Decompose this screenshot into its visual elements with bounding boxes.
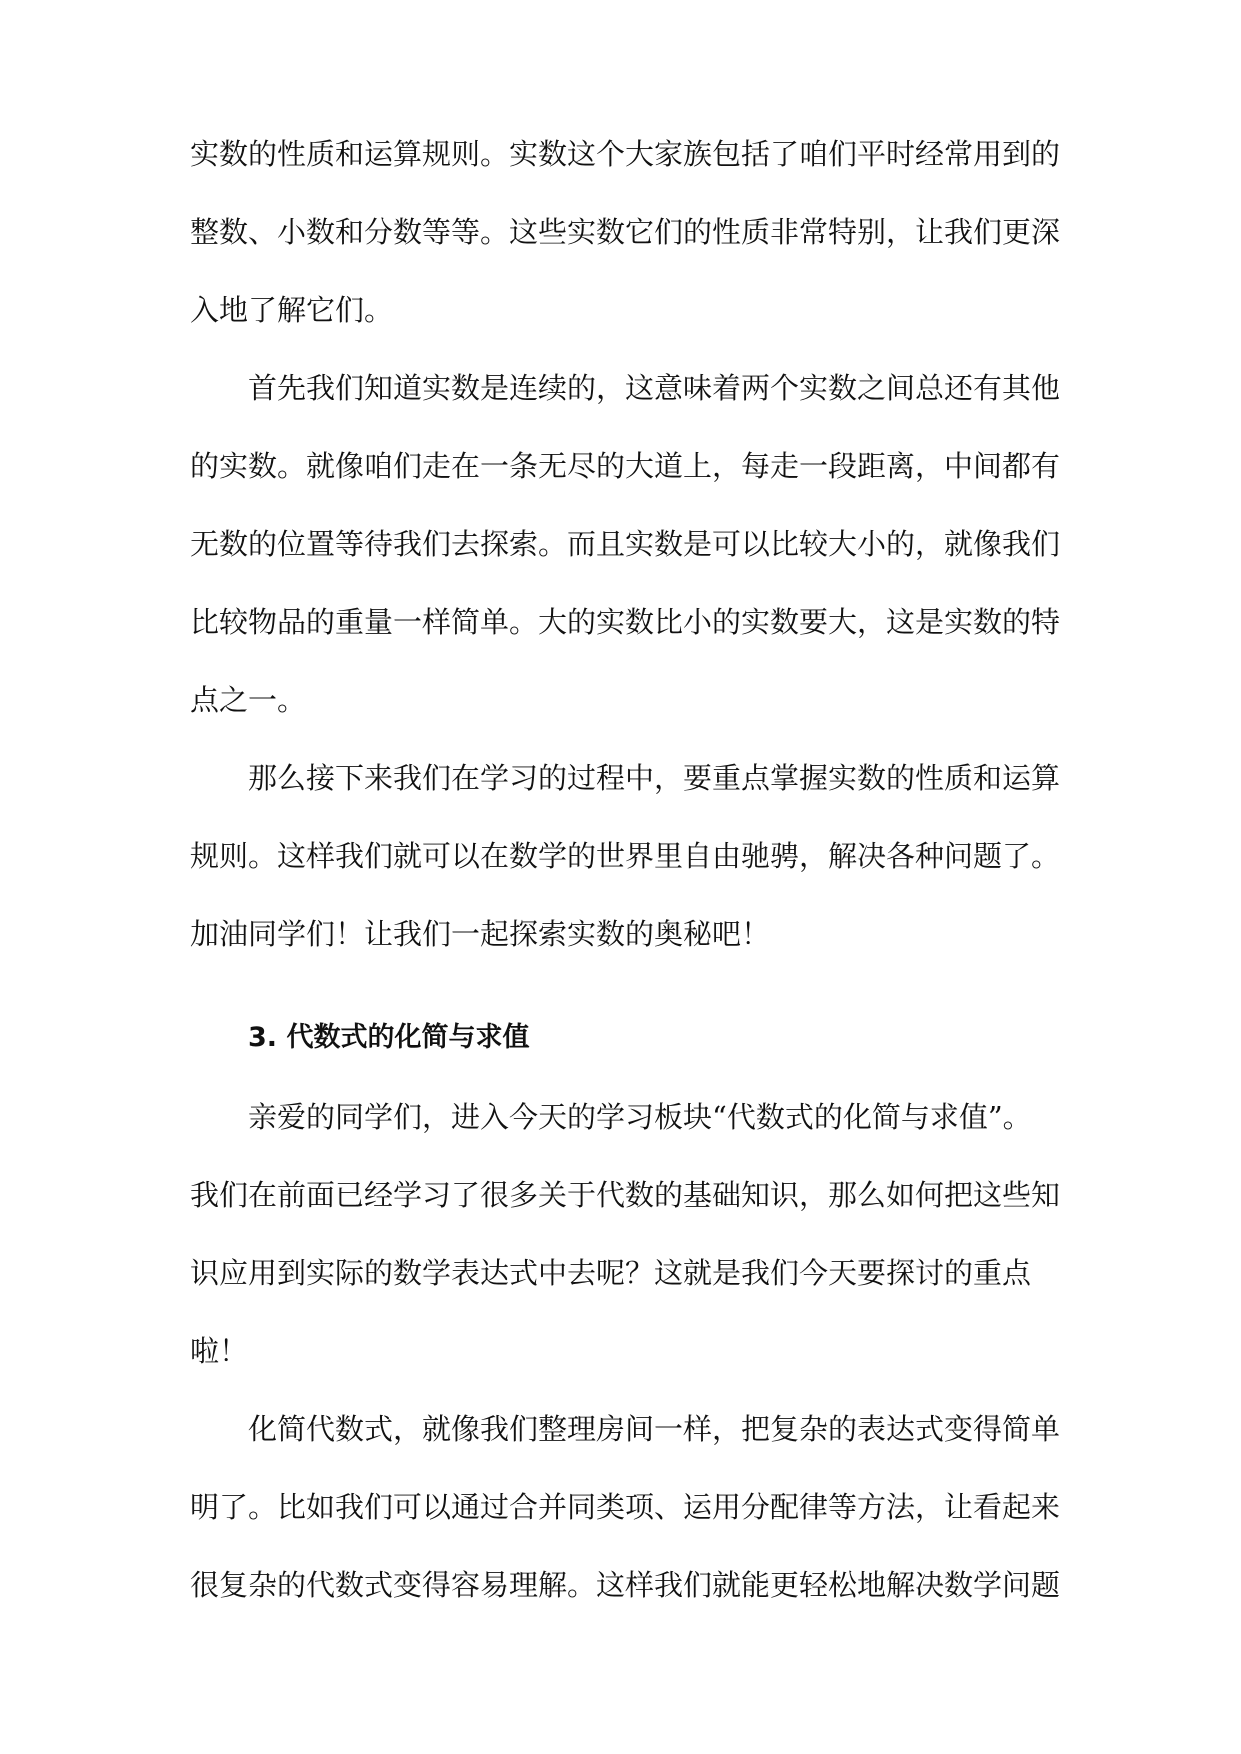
paragraph-2-line-5: 点之一。 [190,683,307,717]
paragraph-5-line-2: 明了。比如我们可以通过合并同类项、运用分配律等方法，让看起来 [190,1490,1061,1524]
paragraph-3-line-3: 加油同学们！让我们一起探索实数的奥秘吧！ [190,917,771,951]
paragraph-1-line-1: 实数的性质和运算规则。实数这个大家族包括了咱们平时经常用到的 [190,137,1061,171]
paragraph-3-line-1: 那么接下来我们在学习的过程中，要重点掌握实数的性质和运算 [248,761,1061,795]
paragraph-4-line-1: 亲爱的同学们，进入今天的学习板块“代数式的化简与求值”。 [248,1100,1032,1134]
paragraph-3-line-2: 规则。这样我们就可以在数学的世界里自由驰骋，解决各种问题了。 [190,839,1061,873]
paragraph-1-line-3: 入地了解它们。 [190,293,394,327]
paragraph-5-line-3: 很复杂的代数式变得容易理解。这样我们就能更轻松地解决数学问题 [190,1568,1061,1602]
paragraph-4-line-3: 识应用到实际的数学表达式中去呢？这就是我们今天要探讨的重点 [190,1256,1032,1290]
paragraph-2-line-4: 比较物品的重量一样简单。大的实数比小的实数要大，这是实数的特 [190,605,1061,639]
paragraph-4-line-4: 啦！ [190,1334,249,1368]
section-heading: 3. 代数式的化简与求值 [248,1022,530,1053]
paragraph-4-line-2: 我们在前面已经学习了很多关于代数的基础知识，那么如何把这些知 [190,1178,1061,1212]
paragraph-5-line-1: 化简代数式，就像我们整理房间一样，把复杂的表达式变得简单 [248,1412,1061,1446]
paragraph-1-line-2: 整数、小数和分数等等。这些实数它们的性质非常特别，让我们更深 [190,215,1061,249]
paragraph-2-line-2: 的实数。就像咱们走在一条无尽的大道上，每走一段距离，中间都有 [190,449,1061,483]
paragraph-2-line-3: 无数的位置等待我们去探索。而且实数是可以比较大小的，就像我们 [190,527,1061,561]
paragraph-2-line-1: 首先我们知道实数是连续的，这意味着两个实数之间总还有其他 [248,371,1061,405]
